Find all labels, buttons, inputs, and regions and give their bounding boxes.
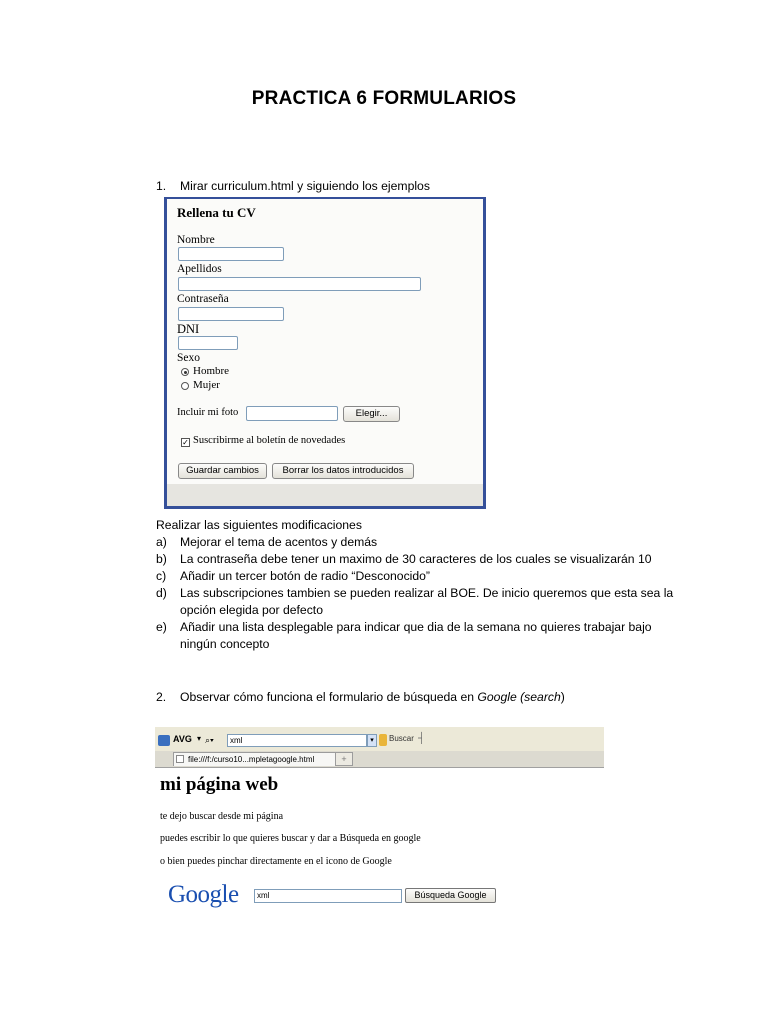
mod-mark-d: d) xyxy=(156,586,167,600)
search-icon[interactable]: ⌕▾ xyxy=(205,735,214,745)
browser-tab-row xyxy=(155,751,604,767)
web-line-1: te dejo buscar desde mi página xyxy=(160,811,284,822)
mod-text-e-2: ningún concepto xyxy=(180,637,270,651)
mod-mark-a: a) xyxy=(156,535,167,549)
mod-text-b: La contraseña debe tener un maximo de 30 caracteres de los cuales se visualizarán 10 xyxy=(180,552,652,566)
avg-logo-icon xyxy=(158,735,170,746)
item-2-text: Observar cómo funciona el formulario de búsqueda en Google (search) xyxy=(180,690,565,704)
sexo-label: Sexo xyxy=(177,352,200,364)
dni-label: DNI xyxy=(177,322,200,336)
cv-heading: Rellena tu CV xyxy=(177,205,256,220)
chevron-down-icon[interactable]: ▾ xyxy=(367,734,377,747)
google-search-button[interactable]: Búsqueda Google xyxy=(405,888,496,903)
mod-text-c: Añadir un tercer botón de radio “Desconocido” xyxy=(180,569,430,583)
toolbar-separator: ┤ xyxy=(418,733,426,744)
mod-text-a: Mejorar el tema de acentos y demás xyxy=(180,535,378,549)
mod-text-d-2: opción elegida por defecto xyxy=(180,603,323,617)
page-title: PRACTICA 6 FORMULARIOS xyxy=(251,88,517,109)
borrar-button[interactable]: Borrar los datos introducidos xyxy=(272,463,414,479)
foto-input[interactable] xyxy=(246,406,338,421)
nombre-label: Nombre xyxy=(177,234,215,246)
mods-intro: Realizar las siguientes modificaciones xyxy=(156,518,362,532)
cv-window-bottom xyxy=(167,484,483,506)
google-logo[interactable]: Google xyxy=(168,881,239,908)
mod-mark-b: b) xyxy=(156,552,167,566)
mod-mark-c: c) xyxy=(156,569,167,583)
cv-form-screenshot xyxy=(164,197,486,509)
mod-text-e: Añadir una lista desplegable para indicar que dia de la semana no quieres trabajar bajo xyxy=(180,620,652,634)
mujer-radio[interactable] xyxy=(181,382,189,390)
list-number-2: 2. xyxy=(156,690,167,704)
contrasena-input[interactable] xyxy=(178,307,284,321)
suscribir-label: Suscribirme al boletín de novedades xyxy=(193,435,346,446)
hombre-label: Hombre xyxy=(193,365,230,377)
foto-label: Incluir mi foto xyxy=(177,407,239,418)
list-number-1: 1. xyxy=(156,179,167,193)
browser-tab[interactable]: file:///f:/curso10...mpletagoogle.html xyxy=(173,752,353,766)
item-1-text: Mirar curriculum.html y siguiendo los ejemplos xyxy=(180,179,430,193)
hombre-radio[interactable] xyxy=(181,368,189,376)
suscribir-checkbox[interactable]: ✓ xyxy=(182,438,189,447)
nombre-input[interactable] xyxy=(178,247,284,261)
avg-dropdown-icon[interactable]: ▾ xyxy=(197,734,202,743)
guardar-button[interactable]: Guardar cambios xyxy=(178,463,267,479)
browser-toolbar xyxy=(155,733,604,749)
mod-text-d: Las subscripciones tambien se pueden realizar al BOE. De inicio queremos que esta sea la xyxy=(180,586,674,600)
contrasena-label: Contraseña xyxy=(177,293,229,305)
new-tab-icon[interactable]: + xyxy=(335,752,353,766)
toolbar-search-input[interactable]: xml xyxy=(227,734,367,747)
web-line-3: o bien puedes pinchar directamente en el icono de Google xyxy=(160,856,392,867)
google-search-input[interactable]: xml xyxy=(254,889,402,903)
page-icon xyxy=(176,755,184,763)
web-line-2: puedes escribir lo que quieres buscar y dar a Búsqueda en google xyxy=(160,833,421,844)
mujer-label: Mujer xyxy=(193,379,220,391)
elegir-button[interactable]: Elegir... xyxy=(343,406,400,422)
web-title: mi página web xyxy=(160,774,279,795)
buscar-button[interactable]: Buscar xyxy=(389,734,414,743)
browser-screenshot xyxy=(155,727,604,768)
avg-label: AVG xyxy=(173,734,192,744)
apellidos-input[interactable] xyxy=(178,277,421,291)
search-go-icon xyxy=(379,734,387,746)
dni-input[interactable] xyxy=(178,336,238,350)
apellidos-label: Apellidos xyxy=(177,263,222,275)
mod-mark-e: e) xyxy=(156,620,167,634)
